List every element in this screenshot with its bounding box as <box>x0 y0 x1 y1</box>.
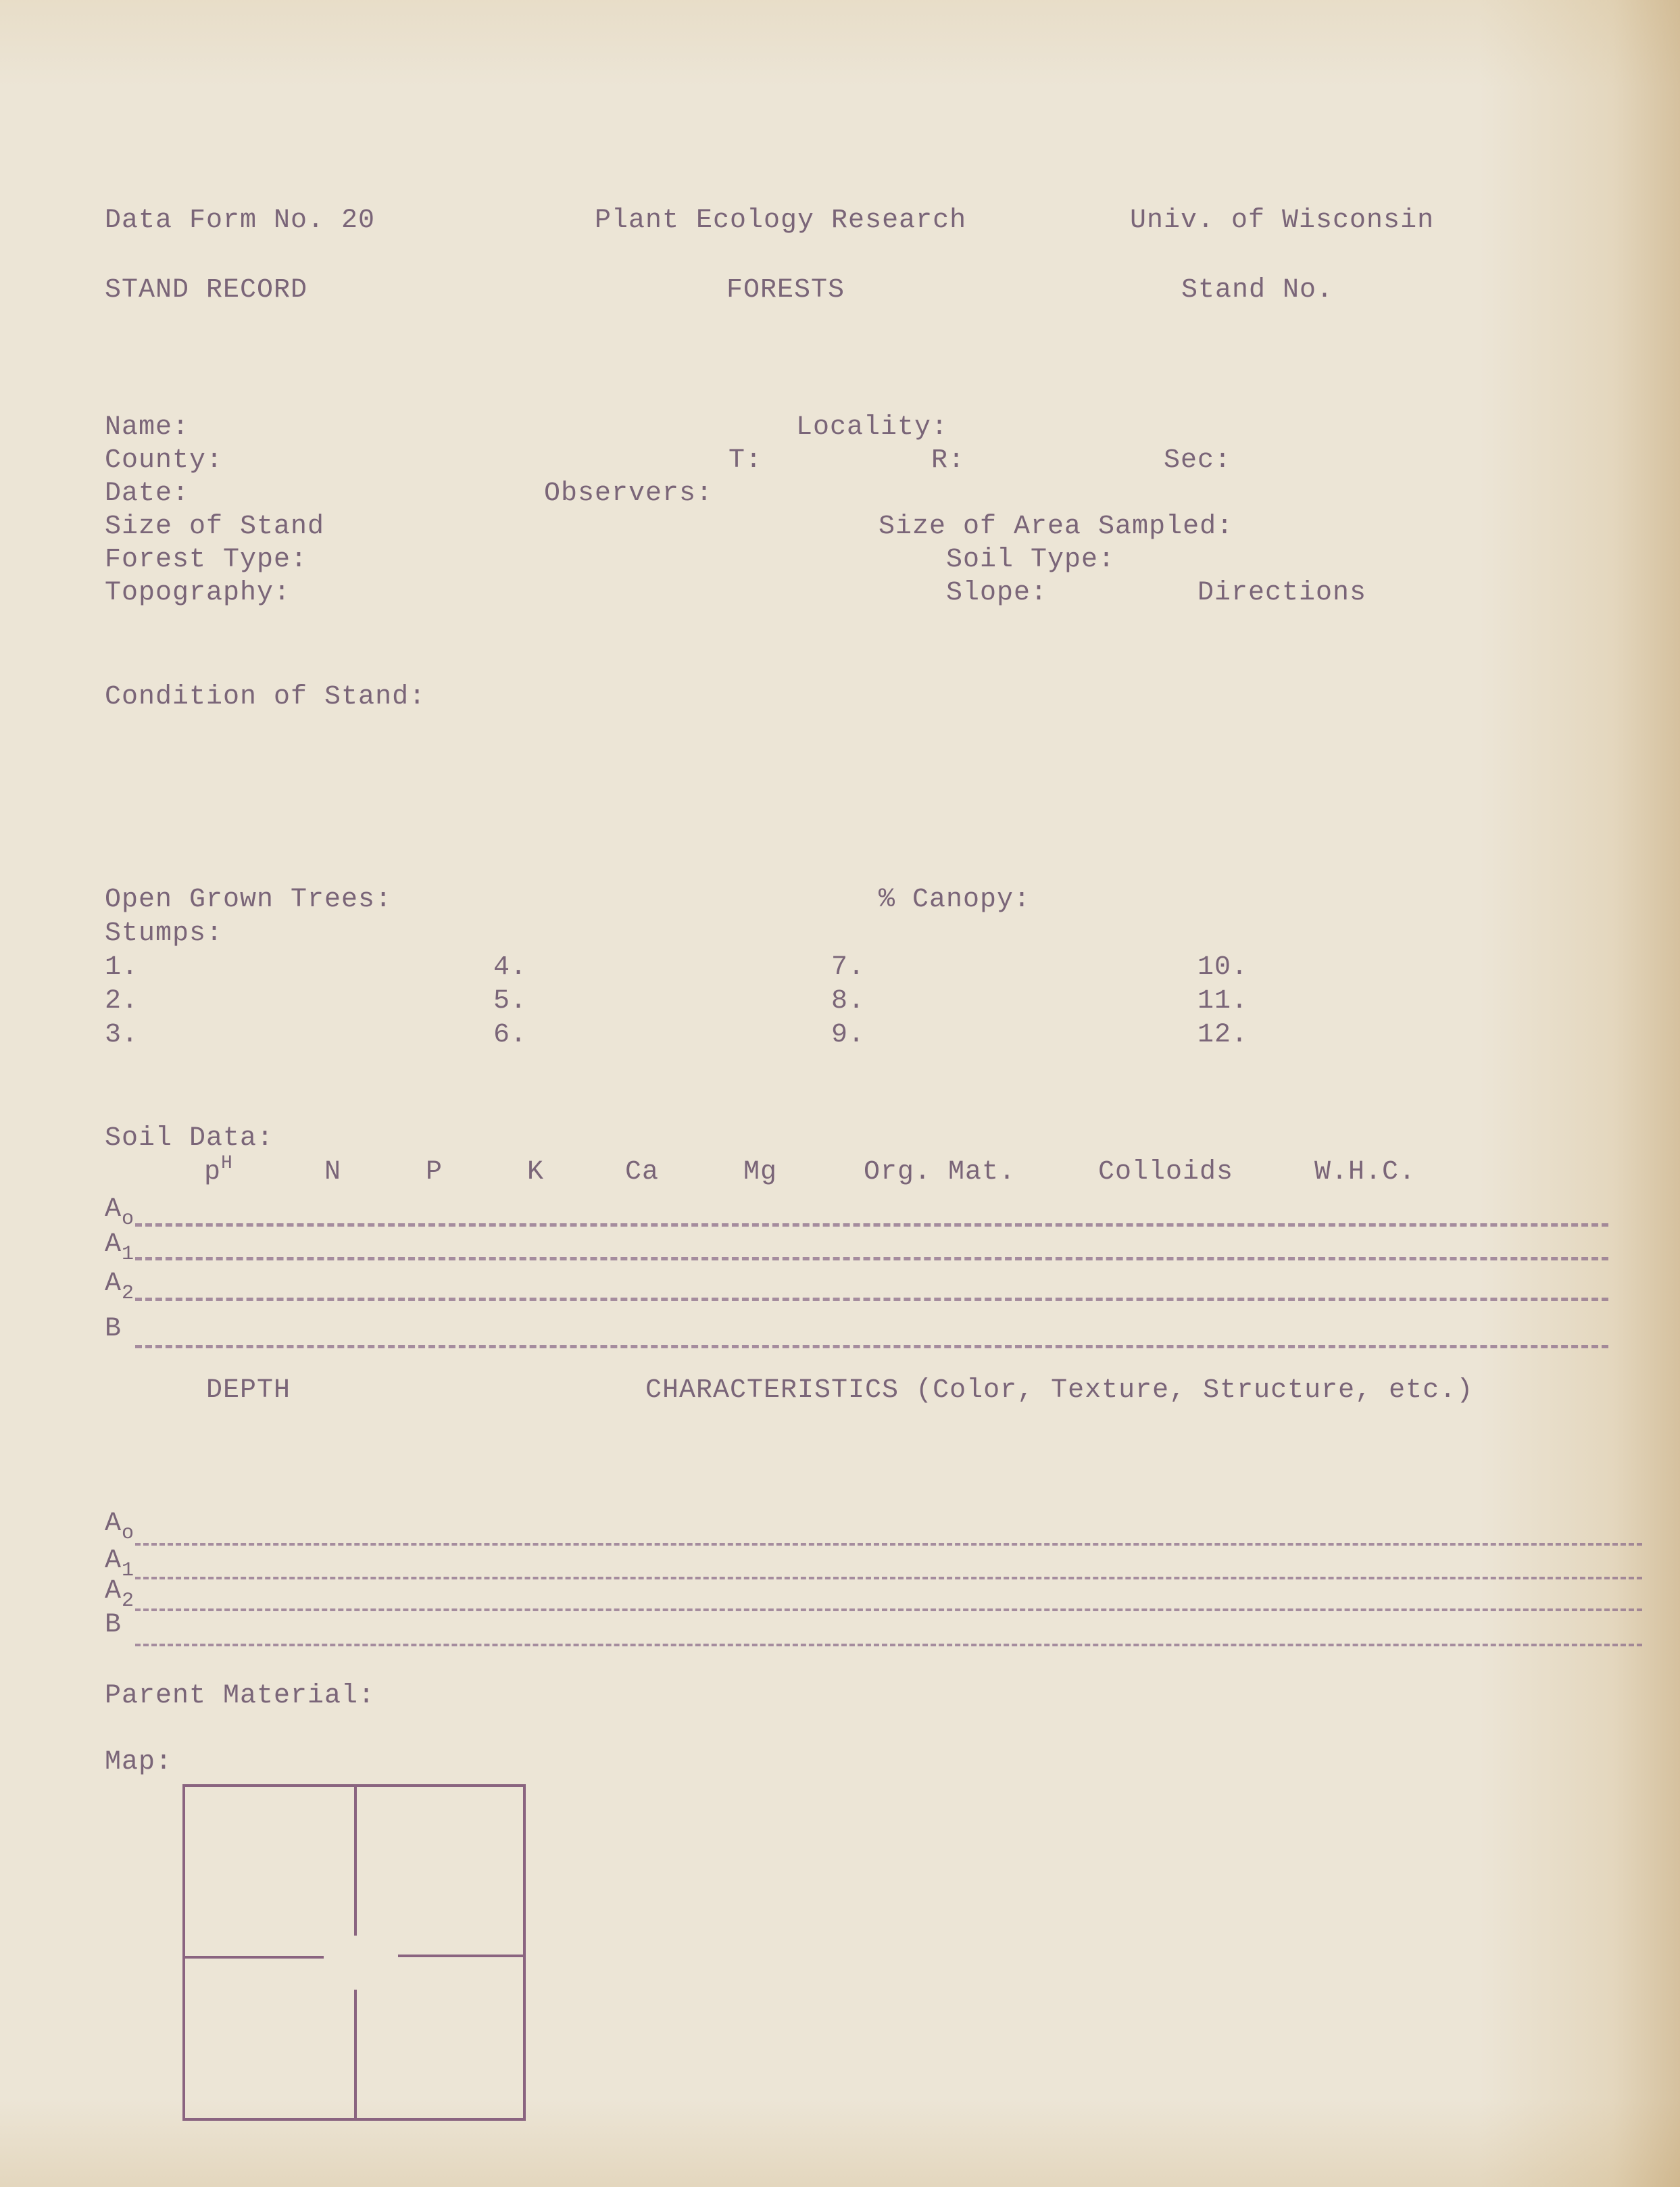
stand-number-label: Stand No. <box>1181 275 1334 305</box>
range-label: R: <box>931 445 966 476</box>
section-label: Sec: <box>1164 445 1232 476</box>
depth-header: DEPTH <box>206 1375 291 1406</box>
soil-data-title: Soil Data: <box>105 1123 274 1154</box>
map-divider-vertical <box>354 1990 357 2118</box>
soil-row-rule <box>135 1257 1608 1260</box>
name-label: Name: <box>105 412 190 443</box>
profile-row-rule <box>135 1577 1642 1579</box>
stump-number: 10. <box>1197 952 1249 983</box>
county-label: County: <box>105 445 224 476</box>
stump-number: 11. <box>1197 986 1249 1016</box>
program-title: Plant Ecology Research <box>595 205 967 236</box>
soil-column-header: K <box>527 1157 545 1187</box>
soil-row-rule <box>135 1223 1608 1227</box>
soil-column-header: Colloids <box>1098 1157 1234 1187</box>
soil-type-label: Soil Type: <box>946 545 1116 575</box>
forest-type-label: Forest Type: <box>105 545 308 575</box>
slope-label: Slope: <box>946 578 1048 608</box>
stump-number: 8. <box>831 986 866 1016</box>
stump-number: 6. <box>493 1020 528 1050</box>
soil-column-header: P <box>426 1157 443 1187</box>
profile-row-rule <box>135 1543 1642 1546</box>
soil-row-rule <box>135 1298 1608 1301</box>
soil-column-header: Org. Mat. <box>864 1157 1016 1187</box>
stump-number: 5. <box>493 986 528 1016</box>
soil-column-ph: $p^H$ <box>204 1153 233 1187</box>
stump-number: 2. <box>105 986 139 1016</box>
form-number: Data Form No. 20 <box>105 205 376 236</box>
township-label: T: <box>728 445 763 476</box>
soil-row-label: $A_1$ <box>105 1229 135 1266</box>
observers-label: Observers: <box>544 478 714 509</box>
soil-column-header: N <box>324 1157 342 1187</box>
soil-row-label: B <box>105 1314 122 1344</box>
soil-row-label: $A_2$ <box>105 1269 135 1305</box>
characteristics-header: CHARACTERISTICS (Color, Texture, Structure, etc.) <box>645 1375 1474 1406</box>
stumps-label: Stumps: <box>105 918 224 949</box>
profile-row-rule <box>135 1644 1642 1646</box>
map-divider-horizontal <box>185 1956 324 1959</box>
stump-number: 1. <box>105 952 139 983</box>
profile-row-label: B <box>105 1610 122 1640</box>
map-grid <box>182 1784 526 2121</box>
size-of-stand-label: Size of Stand <box>105 512 325 542</box>
parent-material-label: Parent Material: <box>105 1681 376 1711</box>
stump-number: 7. <box>831 952 866 983</box>
directions-label: Directions <box>1197 578 1367 608</box>
soil-row-label: $A_o$ <box>105 1194 135 1231</box>
soil-row-rule <box>135 1345 1608 1348</box>
canopy-label: % Canopy: <box>879 885 1031 915</box>
profile-row-rule <box>135 1608 1642 1611</box>
date-label: Date: <box>105 478 190 509</box>
stump-number: 3. <box>105 1020 139 1050</box>
open-grown-trees-label: Open Grown Trees: <box>105 885 393 915</box>
institution-name: Univ. of Wisconsin <box>1130 205 1435 236</box>
map-divider-vertical <box>354 1787 357 1936</box>
profile-row-label: $A_2$ <box>105 1576 135 1613</box>
stump-number: 12. <box>1197 1020 1249 1050</box>
topography-label: Topography: <box>105 578 291 608</box>
category-label: FORESTS <box>726 275 845 305</box>
soil-column-header: W.H.C. <box>1314 1157 1416 1187</box>
map-label: Map: <box>105 1747 173 1777</box>
locality-label: Locality: <box>796 412 949 443</box>
record-type: STAND RECORD <box>105 275 308 305</box>
size-of-area-sampled-label: Size of Area Sampled: <box>879 512 1234 542</box>
soil-column-header: Ca <box>625 1157 660 1187</box>
stump-number: 9. <box>831 1020 866 1050</box>
soil-column-header: Mg <box>743 1157 778 1187</box>
map-divider-horizontal <box>398 1955 523 1957</box>
stump-number: 4. <box>493 952 528 983</box>
profile-row-label: $A_1$ <box>105 1546 135 1582</box>
condition-of-stand-label: Condition of Stand: <box>105 682 426 712</box>
profile-row-label: $A_o$ <box>105 1508 135 1545</box>
